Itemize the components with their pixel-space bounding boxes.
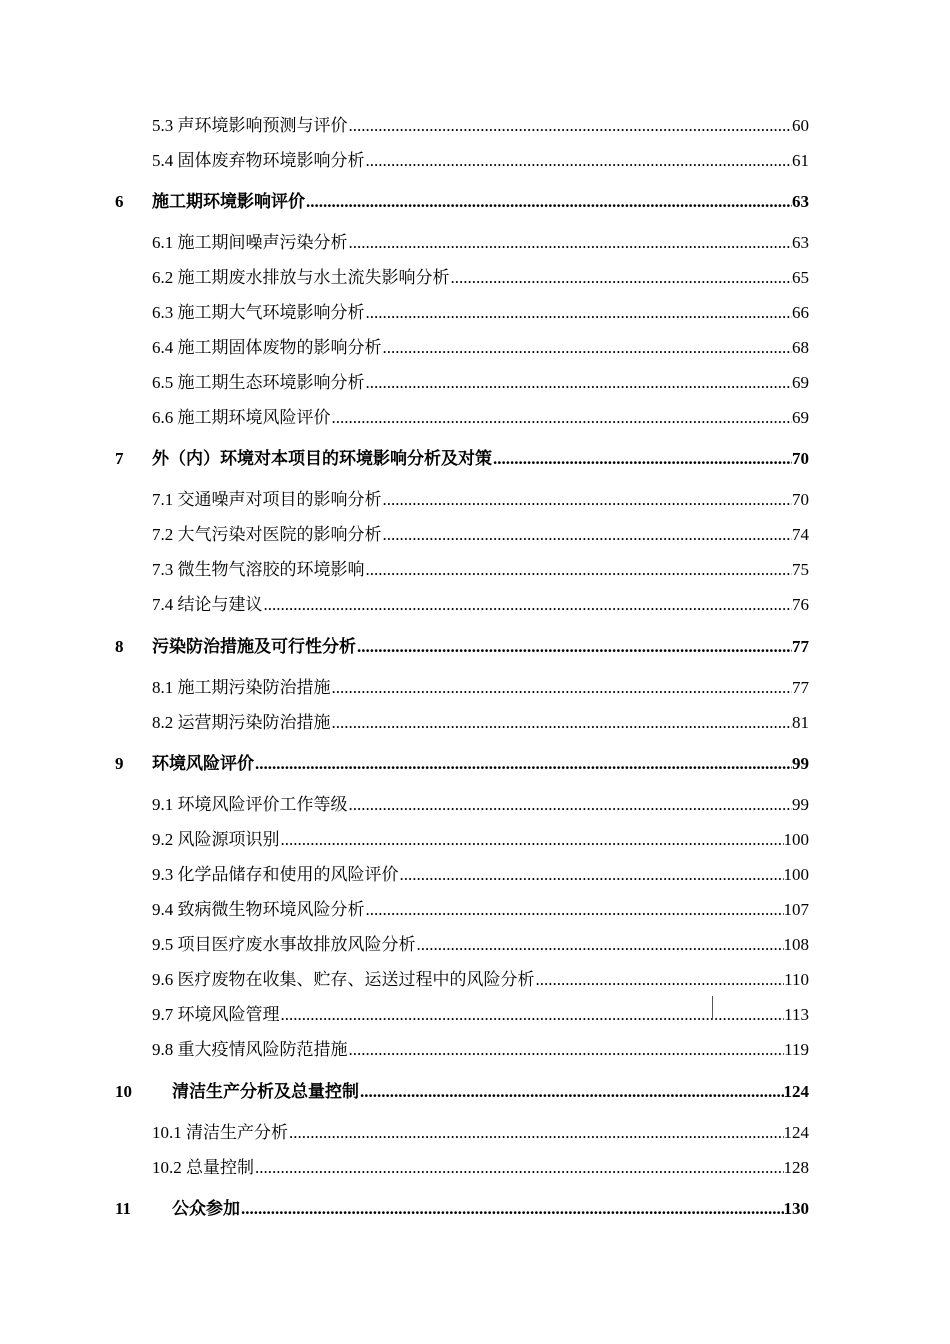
toc-entry[interactable] (0, 1002, 950, 1028)
toc-chapter-title: 施工期环境影响评价 (152, 192, 305, 211)
toc-entry-title: 10.2 总量控制 (152, 1158, 254, 1177)
toc-entry-page: 68 (792, 338, 809, 357)
leader-dots (366, 148, 793, 174)
toc-entry-page: 110 (784, 970, 809, 989)
toc-entry[interactable] (0, 487, 950, 513)
toc-chapter-title: 污染防治措施及可行性分析 (152, 637, 356, 656)
toc-entry[interactable] (0, 967, 950, 993)
toc-chapter-number: 10 (115, 1082, 132, 1101)
leader-dots (306, 189, 792, 215)
toc-entry-page: 69 (792, 408, 809, 427)
toc-entry-title: 7.3 微生物气溶胶的环境影响 (152, 560, 365, 579)
toc-entry-title: 5.3 声环境影响预测与评价 (152, 116, 348, 135)
toc-entry-title: 6.1 施工期间噪声污染分析 (152, 233, 348, 252)
leader-dots (281, 827, 784, 853)
toc-entry-page: 107 (783, 900, 809, 919)
toc-entry[interactable] (0, 897, 950, 923)
toc-entry-title: 9.8 重大疫情风险防范措施 (152, 1040, 348, 1059)
toc-entry[interactable] (0, 710, 950, 736)
toc-entry[interactable] (0, 932, 950, 958)
toc-entry-title: 7.2 大气污染对医院的影响分析 (152, 525, 382, 544)
toc-chapter-page: 70 (792, 449, 809, 468)
toc-entry[interactable] (0, 300, 950, 326)
toc-entry-title: 9.6 医疗废物在收集、贮存、运送过程中的风险分析 (152, 970, 535, 989)
leader-dots (360, 1079, 784, 1105)
toc-entry-title: 6.5 施工期生态环境影响分析 (152, 373, 365, 392)
toc-entry[interactable] (0, 370, 950, 396)
toc-entry[interactable] (0, 1037, 950, 1063)
toc-entry-page: 113 (784, 1005, 809, 1024)
toc-chapter[interactable] (0, 751, 950, 777)
toc-entry[interactable] (0, 230, 950, 256)
toc-entry-page: 81 (792, 713, 809, 732)
toc-entry[interactable] (0, 148, 950, 174)
leader-dots (357, 634, 792, 660)
toc-entry-title: 10.1 清洁生产分析 (152, 1123, 288, 1142)
toc-entry-page: 100 (783, 830, 809, 849)
toc-entry[interactable] (0, 522, 950, 548)
toc-entry-title: 9.7 环境风险管理 (152, 1005, 280, 1024)
toc-chapter-page: 63 (792, 192, 809, 211)
leader-dots (383, 487, 793, 513)
toc-entry-title: 7.1 交通噪声对项目的影响分析 (152, 490, 382, 509)
toc-entry-page: 61 (792, 151, 809, 170)
toc-entry[interactable] (0, 1120, 950, 1146)
toc-entry-page: 60 (792, 116, 809, 135)
toc-entry-page: 66 (792, 303, 809, 322)
toc-chapter-number: 8 (115, 637, 124, 656)
leader-dots (493, 446, 792, 472)
toc-entry-page: 65 (792, 268, 809, 287)
toc-chapter[interactable] (0, 446, 950, 472)
toc-entry[interactable] (0, 827, 950, 853)
toc-entry-title: 9.2 风险源项识别 (152, 830, 280, 849)
toc-chapter-page: 130 (783, 1199, 809, 1218)
leader-dots (383, 522, 793, 548)
leader-dots (332, 405, 793, 431)
toc-entry-title: 9.4 致病微生物环境风险分析 (152, 900, 365, 919)
toc-entry[interactable] (0, 557, 950, 583)
leader-dots (400, 862, 784, 888)
toc-chapter-page: 124 (783, 1082, 809, 1101)
toc-chapter-title: 环境风险评价 (152, 754, 254, 773)
leader-dots (264, 592, 793, 618)
toc-entry-page: 119 (784, 1040, 809, 1059)
toc-chapter-number: 6 (115, 192, 124, 211)
leader-dots (255, 1155, 784, 1181)
leader-dots (349, 113, 793, 139)
toc-chapter-number: 11 (115, 1199, 132, 1218)
text-cursor (712, 996, 713, 1020)
toc-entry-title: 9.3 化学品储存和使用的风险评价 (152, 865, 399, 884)
toc-chapter[interactable] (0, 189, 950, 215)
leader-dots (255, 751, 792, 777)
leader-dots (417, 932, 784, 958)
toc-entry-title: 6.6 施工期环境风险评价 (152, 408, 331, 427)
toc-entry-page: 69 (792, 373, 809, 392)
toc-entry-title: 7.4 结论与建议 (152, 595, 263, 614)
leader-dots (451, 265, 793, 291)
toc-entry-page: 100 (783, 865, 809, 884)
leader-dots (366, 300, 793, 326)
leader-dots (281, 1002, 785, 1028)
toc-chapter-page: 99 (792, 754, 809, 773)
toc-entry-page: 75 (792, 560, 809, 579)
toc-chapter-number: 7 (115, 449, 124, 468)
toc-entry-title: 6.3 施工期大气环境影响分析 (152, 303, 365, 322)
toc-entry-title: 8.2 运营期污染防治措施 (152, 713, 331, 732)
leader-dots (332, 675, 793, 701)
toc-entry-title: 5.4 固体废弃物环境影响分析 (152, 151, 365, 170)
toc-entry[interactable] (0, 405, 950, 431)
leader-dots (536, 967, 785, 993)
toc-chapter-title: 外（内）环境对本项目的环境影响分析及对策 (152, 449, 492, 468)
toc-entry-page: 76 (792, 595, 809, 614)
leader-dots (366, 897, 784, 923)
leader-dots (349, 792, 793, 818)
toc-entry-page: 77 (792, 678, 809, 697)
leader-dots (289, 1120, 784, 1146)
leader-dots (366, 557, 793, 583)
toc-entry-page: 63 (792, 233, 809, 252)
toc-entry[interactable] (0, 265, 950, 291)
toc-entry[interactable] (0, 113, 950, 139)
toc-entry-title: 6.4 施工期固体废物的影响分析 (152, 338, 382, 357)
toc-entry-page: 74 (792, 525, 809, 544)
leader-dots (241, 1196, 784, 1222)
toc-entry[interactable] (0, 335, 950, 361)
toc-entry-page: 124 (783, 1123, 809, 1142)
leader-dots (349, 230, 793, 256)
leader-dots (366, 370, 793, 396)
leader-dots (349, 1037, 785, 1063)
toc-chapter-page: 77 (792, 637, 809, 656)
toc-chapter[interactable] (0, 634, 950, 660)
toc-entry[interactable] (0, 675, 950, 701)
toc-entry-title: 9.5 项目医疗废水事故排放风险分析 (152, 935, 416, 954)
toc-entry-page: 108 (783, 935, 809, 954)
toc-entry-page: 70 (792, 490, 809, 509)
toc-chapter-title: 公众参加 (172, 1199, 240, 1218)
toc-chapter-number: 9 (115, 754, 124, 773)
toc-entry[interactable] (0, 1155, 950, 1181)
leader-dots (332, 710, 793, 736)
toc-entry-page: 128 (783, 1158, 809, 1177)
toc-entry[interactable] (0, 862, 950, 888)
toc-entry-page: 99 (792, 795, 809, 814)
leader-dots (383, 335, 793, 361)
toc-chapter[interactable] (0, 1079, 950, 1105)
toc-chapter-title: 清洁生产分析及总量控制 (172, 1082, 359, 1101)
toc-entry[interactable] (0, 592, 950, 618)
toc-entry[interactable] (0, 792, 950, 818)
toc-entry-title: 6.2 施工期废水排放与水土流失影响分析 (152, 268, 450, 287)
toc-entry-title: 9.1 环境风险评价工作等级 (152, 795, 348, 814)
toc-entry-title: 8.1 施工期污染防治措施 (152, 678, 331, 697)
toc-chapter[interactable] (0, 1196, 950, 1222)
